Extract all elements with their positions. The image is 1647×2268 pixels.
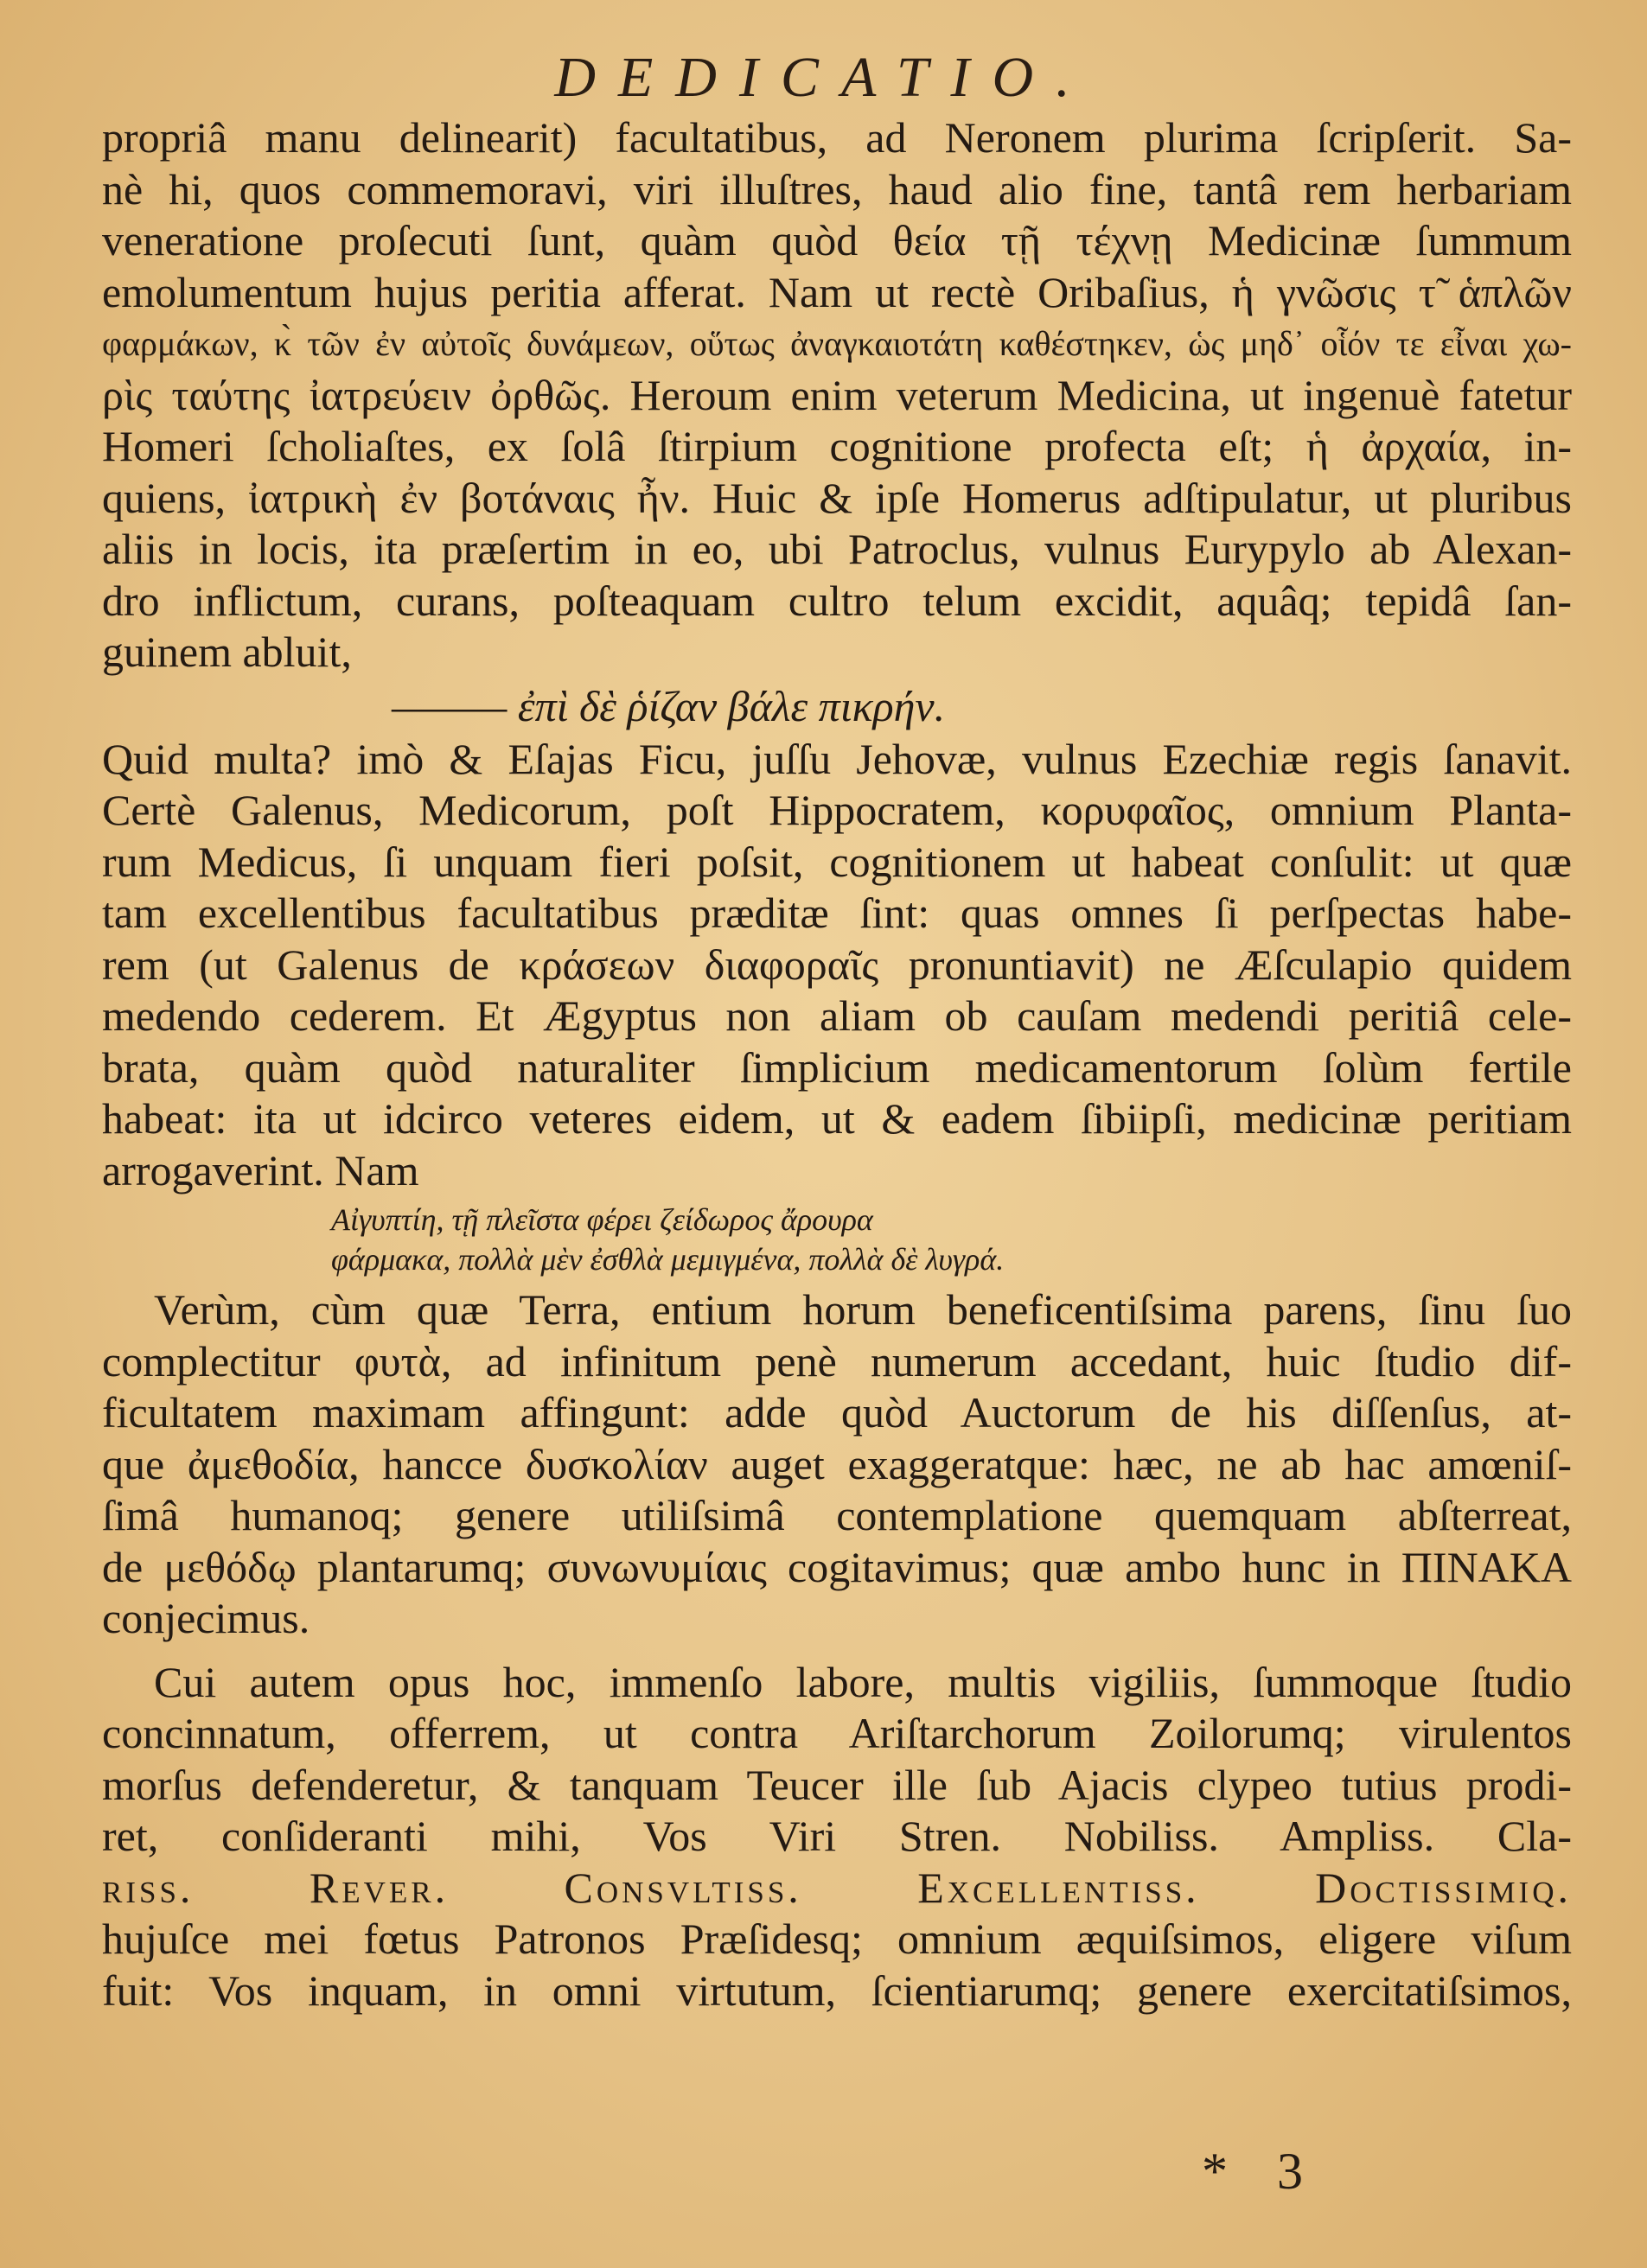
verse-line: φάρμακα, πολλὰ μὲν ἐσθλὰ μεμιγμένα, πολλὰ δὲ λυγρά. [331,1242,1005,1277]
text-line: ficultatem maximam affingunt: adde quòd Auctorum de his diſſenſus, at- [102,1388,1572,1437]
text-line: conjecimus. [102,1594,310,1642]
text-line: guinem abluit, [102,628,352,676]
text-line: quiens, ἰατρικὴ ἐν βοτάναις ἦν. Huic & ipſe Homerus adſtipulatur, ut pluribus [102,473,1572,522]
verse-line: Αἰγυπτίη, τῇ πλεῖστα φέρει ζείδωρος ἄρουρα [331,1202,873,1237]
text-line: Certè Galenus, Medicorum, poſt Hippocratem, κορυφαῖος, omnium Planta- [102,786,1572,834]
text-line: morſus defenderetur, & tanquam Teucer ille ſub Ajacis clypeo tutius prodi- [102,1760,1572,1809]
text-line: veneratione proſecuti ſunt, quàm quòd θεία τῇ τέχνῃ Medicinæ ſummum [102,216,1572,264]
paragraph-2 [102,734,1572,1197]
page-body [102,112,1572,2016]
text-line: nè hi, quos commemoravi, viri illuſtres, haud alio fine, tantâ rem herbariam [102,164,1572,213]
signature-mark [1202,2142,1303,2201]
text-line: ρὶς ταύτης ἰατρεύειν ὀρθῶς. Heroum enim veterum Medicina, ut ingenuè fatetur [102,370,1572,419]
signature-number: 3 [1277,2143,1303,2200]
text-line: ſimâ humanoq; genere utiliſsimâ contemplatione quemquam abſterreat, [102,1491,1572,1539]
greek-verse [102,1200,1572,1279]
text-line: brata, quàm quòd naturaliter ſimplicium medicamentorum ſolùm fertile [102,1042,1572,1092]
text-line: medendo cederem. Et Ægyptus non aliam ob cauſam medendi peritiâ cele- [102,991,1572,1040]
paragraph-1 [102,112,1572,678]
text-line: arrogaverint. Nam [102,1145,419,1195]
text-line: hujuſce mei fœtus Patronos Præſidesq; omnium æquiſsimos, eligere viſum [102,1914,1572,1963]
text-line: ret, conſideranti mihi, Vos Viri Stren. Nobiliss. Ampliss. Cla- [102,1812,1572,1860]
text-line: Homeri ſcholiaſtes, ex ſolâ ſtirpium cognitione profecta eſt; ἡ ἀρχαία, in- [102,422,1572,470]
text-line: Verùm, cùm quæ Terra, entium horum beneficentiſsima parens, ſinu ſuo [154,1285,1572,1334]
text-line: fuit: Vos inquam, in omni virtutum, ſcientiarumq; genere exercitatiſsimos, [102,1965,1572,2015]
text-line: dro inflictum, curans, poſteaquam cultro telum excidit, aquâq; tepidâ ſan- [102,576,1572,625]
asterisk-signature: * [1202,2143,1228,2200]
homer-quote: ——— ἐπὶ δὲ ῥίζαν βάλε πικρήν. [392,681,946,730]
text-line: propriâ manu delinearit) facultatibus, ad Neronem plurima ſcripſerit. Sa- [102,113,1572,162]
text-line: que ἀμεθοδία, hancce δυσκολίαν auget exaggeratque: hæc, ne ab hac amœniſ- [102,1439,1572,1488]
text-line: complectitur φυτὰ, ad infinitum penè numerum accedant, huic ſtudio dif- [102,1336,1572,1386]
text-line: tam excellentibus facultatibus præditæ ſint: quas omnes ſi perſpectas habe- [102,889,1572,937]
text-line: emolumentum hujus peritia afferat. Nam ut rectè Oribaſius, ἡ γνῶσις τ̃ ἁπλῶν [102,267,1572,316]
text-line: aliis in locis, ita præſertim in eo, ubi Patroclus, vulnus Eurypylo ab Alexan- [102,525,1572,573]
text-line: habeat: ita ut idcirco veteres eidem, ut & eadem ſibiipſi, medicinæ peritiam [102,1094,1572,1143]
text-line-greek: φαρμάκων, κ̀ τῶν ἐν αὐτοῖς δυνάμεων, οὕτως ἀναγκαιοτάτη καθέστηκεν, ὡς μηδ᾽ οἷόν τε εἶναι χω- [102,324,1572,363]
text-line: de μεθόδῳ plantarumq; συνωνυμίαις cogitavimus; quæ ambo hunc in ΠΙΝΑΚΑ [102,1542,1572,1591]
text-line-smallcaps: riss. Rever. Consvltiss. Excellentiss. Doctissimiq. [102,1863,1572,1912]
text-line: concinnatum, offerrem, ut contra Ariſtarchorum Zoilorumq; virulentos [102,1709,1572,1757]
text-line: rem (ut Galenus de κράσεων διαφοραῖς pronuntiavit) ne Æſculapio quidem [102,940,1572,989]
running-head: DEDICATIO. [554,46,1093,109]
text-line: Quid multa? imò & Eſajas Ficu, juſſu Jehovæ, vulnus Ezechiæ regis ſanavit. [102,734,1572,783]
text-line: Cui autem opus hoc, immenſo labore, multis vigiliis, ſummoque ſtudio [154,1657,1572,1706]
text-line: rum Medicus, ſi unquam fieri poſsit, cognitionem ut habeat conſulit: ut quæ [102,837,1572,886]
paragraph-3 [102,1284,1572,1645]
paragraph-4 [102,1657,1572,2017]
